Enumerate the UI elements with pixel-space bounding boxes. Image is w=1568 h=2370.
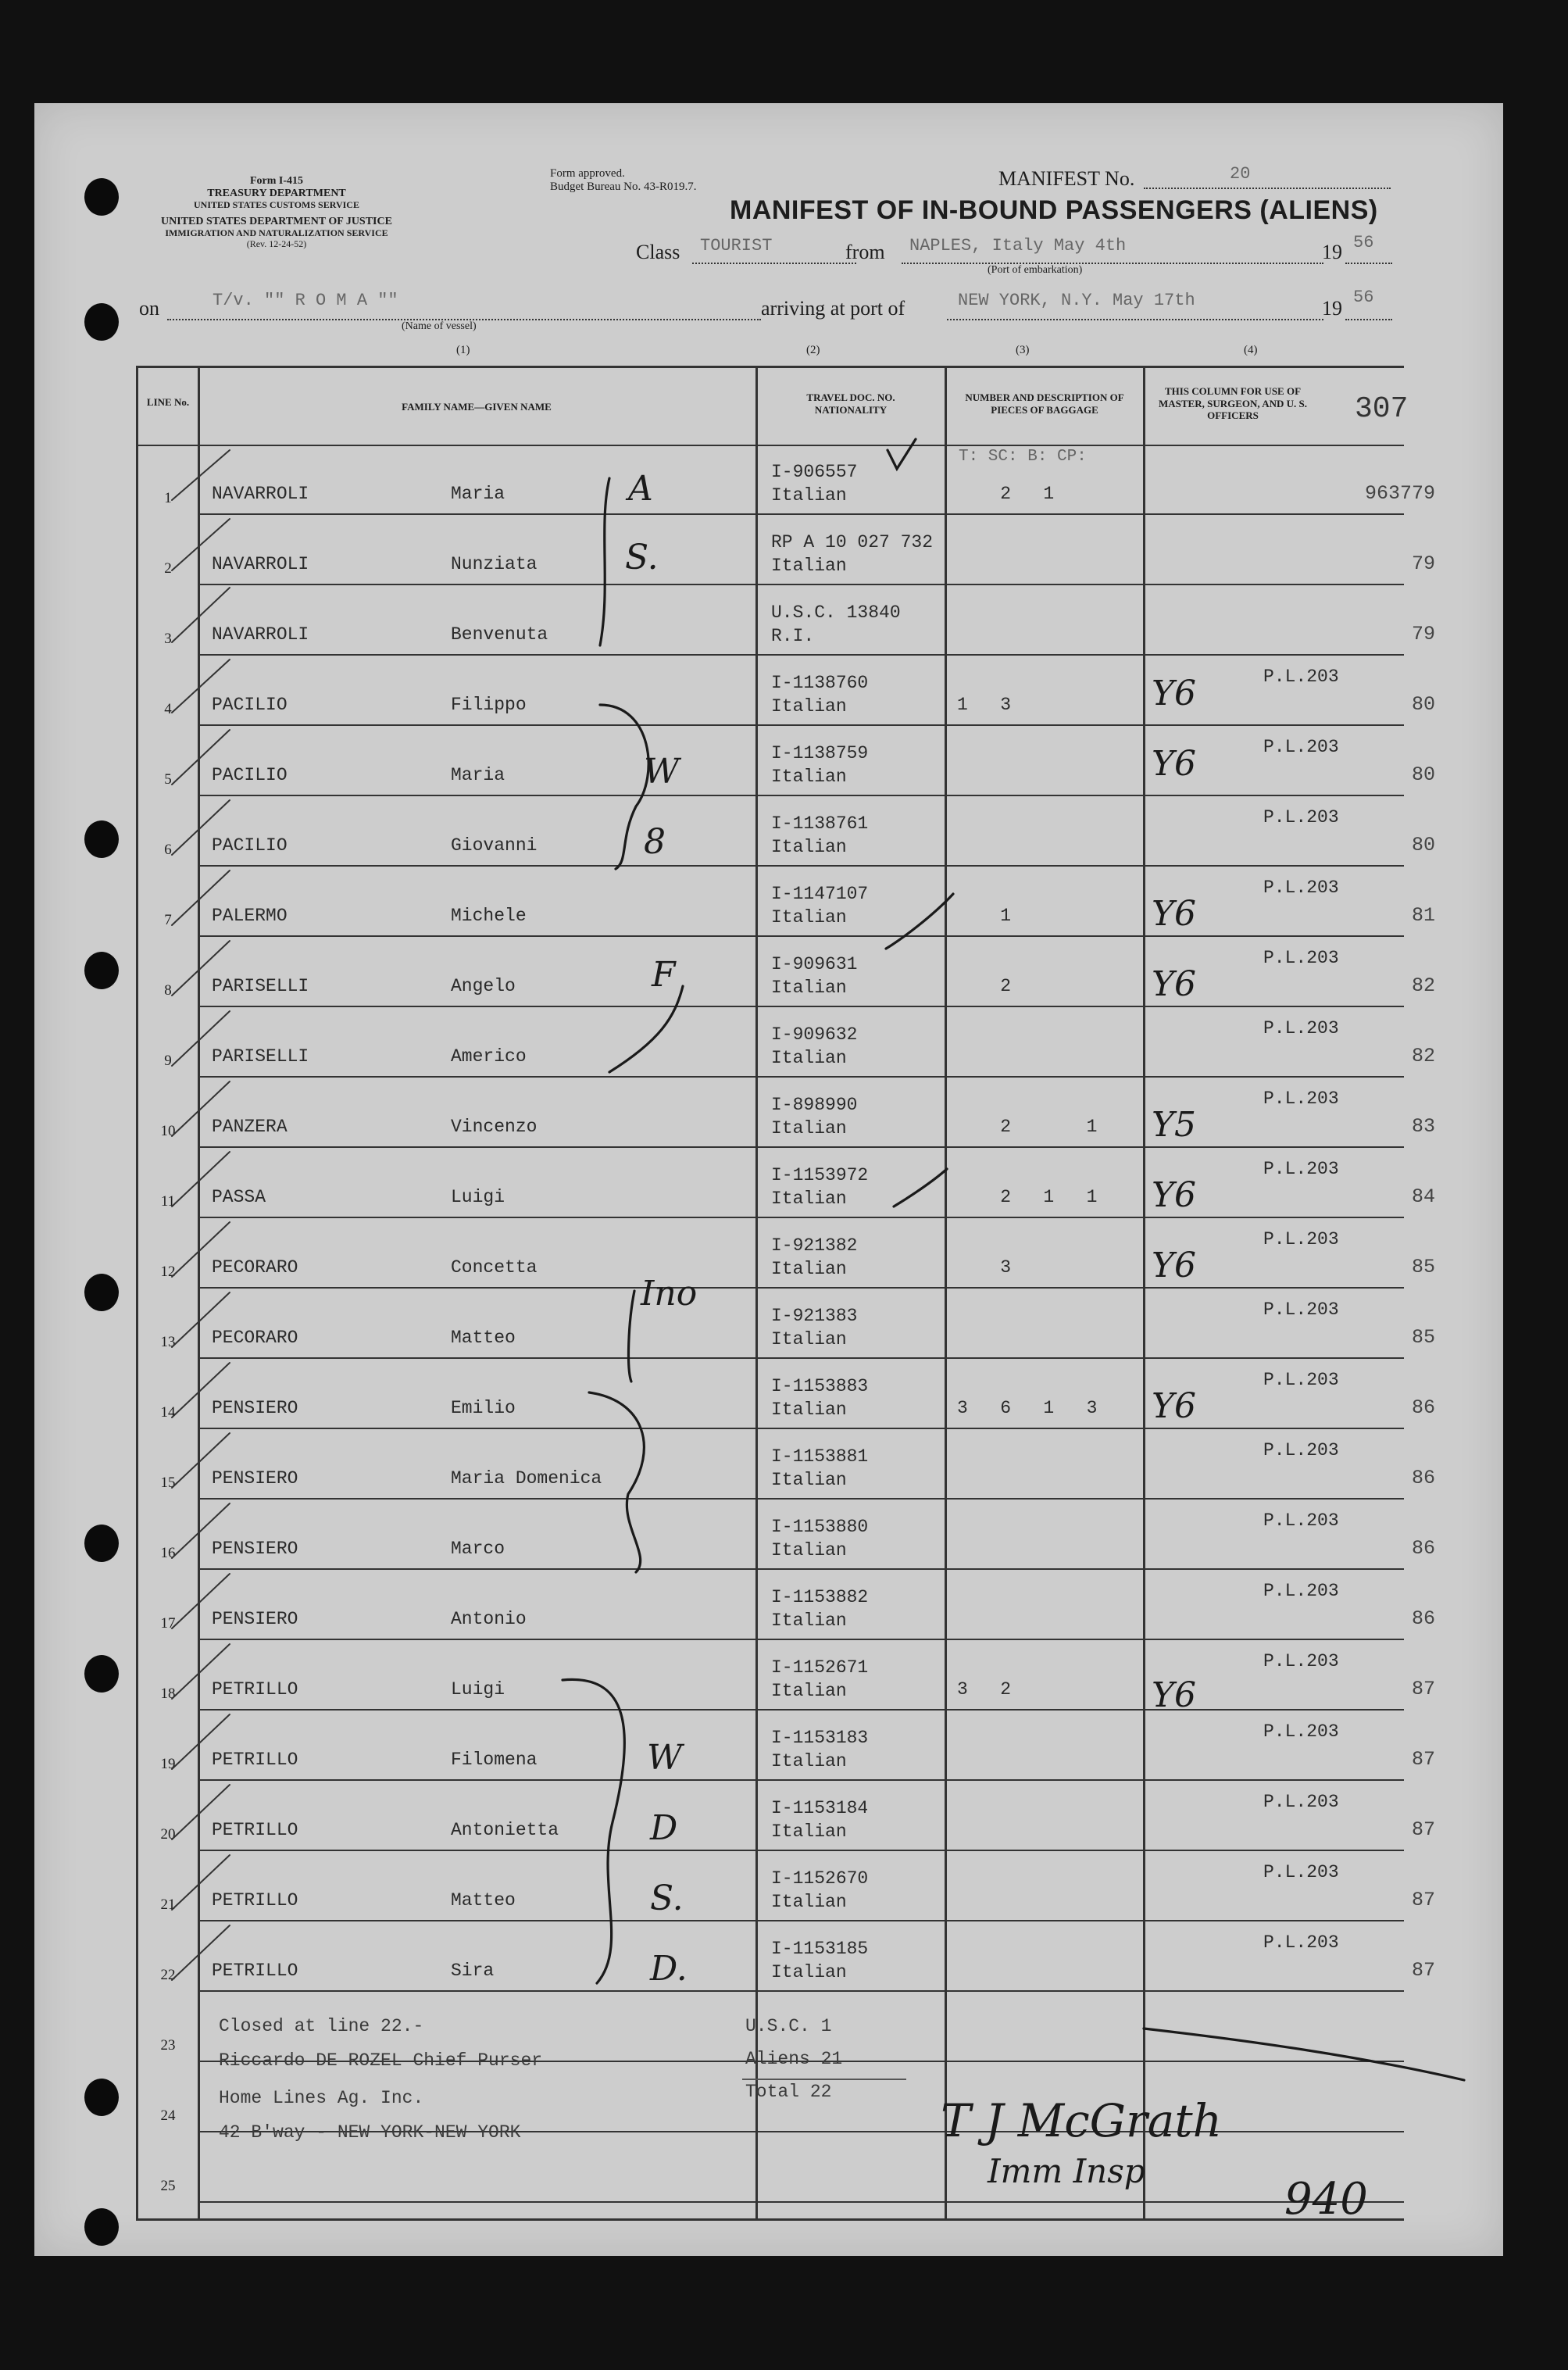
table-row [138, 1148, 1435, 1218]
family-name: PETRILLO [212, 1820, 298, 1840]
hw-mark-y6: Y6 [1152, 674, 1197, 713]
given-name: Americo [451, 1046, 527, 1067]
line-number: 22 [160, 1967, 176, 1983]
table-row [138, 585, 1435, 656]
nationality: Italian [771, 767, 847, 787]
port-embark-caption: (Port of embarkation) [988, 264, 1083, 276]
nationality: Italian [771, 485, 847, 506]
nationality: Italian [771, 978, 847, 998]
hw-mark-d2: D. [650, 1949, 688, 1989]
table-row [138, 1429, 1435, 1500]
line-number: 5 [164, 771, 172, 788]
family-name: PENSIERO [212, 1539, 298, 1559]
nationality: Italian [771, 1189, 847, 1209]
from-value: NAPLES, Italy May 4th [909, 236, 1127, 256]
baggage-header: NUMBER AND DESCRIPTION OF PIECES OF BAGGAGE [965, 391, 1124, 416]
punch-hole [84, 2208, 119, 2246]
record-number: 79 [1411, 552, 1435, 575]
public-law-note: P.L.203 [1263, 1721, 1339, 1742]
line-number: 1 [164, 490, 172, 506]
public-law-note: P.L.203 [1263, 1299, 1339, 1320]
public-law-note: P.L.203 [1263, 1088, 1339, 1109]
closed-note: Closed at line 22.- [219, 2016, 424, 2036]
departure-year: 56 [1353, 233, 1374, 252]
given-name: Vincenzo [451, 1117, 538, 1137]
given-name: Michele [451, 906, 527, 926]
travel-doc-number: U.S.C. 13840 [771, 602, 901, 623]
family-name: PENSIERO [212, 1468, 298, 1489]
record-number: 81 [1411, 904, 1435, 927]
line-number: 18 [160, 1685, 176, 1702]
public-law-note: P.L.203 [1263, 1229, 1339, 1249]
given-name: Luigi [451, 1187, 505, 1207]
line-no-header: LINE No. [146, 396, 190, 408]
address-note: 42 B'way - NEW YORK-NEW YORK [219, 2122, 521, 2143]
travel-doc-number: I-898990 [771, 1095, 858, 1115]
line-number: 25 [160, 2178, 176, 2194]
baggage-count: 2 [957, 976, 1012, 996]
table-row [138, 445, 1435, 515]
public-law-note: P.L.203 [1263, 1651, 1339, 1671]
officers-header: THIS COLUMN FOR USE OF MASTER, SURGEON, AND U. S. OFFICERS [1159, 385, 1307, 422]
passenger-table [136, 366, 1435, 2221]
table-row [138, 1710, 1435, 1781]
travel-doc-number: I-921383 [771, 1306, 858, 1326]
record-number: 87 [1411, 1959, 1435, 1982]
record-number: 80 [1411, 763, 1435, 786]
line-number: 3 [164, 631, 172, 647]
family-name: PENSIERO [212, 1398, 298, 1418]
hw-mark-y6: Y6 [1152, 1246, 1197, 1285]
public-law-note: P.L.203 [1263, 1932, 1339, 1953]
page-stamp: 307 [1355, 392, 1409, 426]
handwritten-number: 940 [1284, 2174, 1368, 2225]
family-name: PARISELLI [212, 976, 309, 996]
hw-mark-s2: S. [650, 1878, 684, 1918]
travel-doc-number: I-1138759 [771, 743, 869, 763]
family-name: PETRILLO [212, 1961, 298, 1981]
class-value: TOURIST [700, 236, 773, 256]
nationality: R.I. [771, 626, 815, 646]
public-law-note: P.L.203 [1263, 737, 1339, 757]
record-number: 87 [1411, 1678, 1435, 1700]
record-number: 86 [1411, 1537, 1435, 1560]
ins-service: IMMIGRATION AND NATURALIZATION SERVICE [165, 227, 388, 239]
given-name: Nunziata [451, 554, 538, 574]
table-row [138, 1078, 1435, 1148]
given-name: Sira [451, 1961, 495, 1981]
line-number: 13 [160, 1334, 176, 1350]
record-number: 85 [1411, 1256, 1435, 1278]
inspector-signature: T J McGrath [941, 2094, 1222, 2147]
family-name: NAVARROLI [212, 554, 309, 574]
travel-doc-number: I-1153880 [771, 1517, 869, 1537]
nationality: Italian [771, 1118, 847, 1139]
family-name: PETRILLO [212, 1679, 298, 1700]
given-name: Antonio [451, 1609, 527, 1629]
line-number: 6 [164, 842, 172, 858]
nationality: Italian [771, 1399, 847, 1420]
public-law-note: P.L.203 [1263, 1440, 1339, 1460]
travel-doc-number: I-906557 [771, 462, 858, 482]
nationality: Italian [771, 1821, 847, 1842]
vessel-caption: (Name of vessel) [402, 320, 477, 332]
given-name: Antonietta [451, 1820, 559, 1840]
given-name: Concetta [451, 1257, 538, 1278]
table-row [138, 726, 1435, 796]
public-law-note: P.L.203 [1263, 1792, 1339, 1812]
public-law-note: P.L.203 [1263, 1370, 1339, 1390]
nationality: Italian [771, 696, 847, 717]
given-name: Giovanni [451, 835, 538, 856]
given-name: Maria [451, 484, 505, 504]
table-row [138, 867, 1435, 937]
table-row [138, 1500, 1435, 1570]
hw-mark-ino: Ino [641, 1274, 698, 1314]
customs-service: UNITED STATES CUSTOMS SERVICE [194, 199, 359, 211]
travel-doc-number: I-1153972 [771, 1165, 869, 1185]
treasury-dept: TREASURY DEPARTMENT [207, 188, 346, 200]
given-name: Marco [451, 1539, 505, 1559]
travel-doc-number: I-1153184 [771, 1798, 869, 1818]
nationality: Italian [771, 1048, 847, 1068]
nationality: Italian [771, 1470, 847, 1490]
punch-hole [84, 952, 119, 989]
given-name: Angelo [451, 976, 516, 996]
hw-mark-8: 8 [644, 822, 666, 862]
given-name: Emilio [451, 1398, 516, 1418]
record-number: 86 [1411, 1396, 1435, 1419]
line-number: 8 [164, 982, 172, 999]
table-row [138, 937, 1435, 1007]
agency-block [144, 175, 409, 250]
line-number: 10 [160, 1123, 176, 1139]
baggage-subheaders: T: SC: B: CP: [959, 448, 1087, 466]
manifest-page [34, 103, 1503, 2256]
total-count: Total 22 [745, 2082, 832, 2102]
record-number: 82 [1411, 974, 1435, 997]
nationality: Italian [771, 907, 847, 928]
record-number: 87 [1411, 1889, 1435, 1911]
class-label: Class [636, 241, 680, 263]
given-name: Filippo [451, 695, 527, 715]
nationality: Italian [771, 1259, 847, 1279]
line-number: 9 [164, 1053, 172, 1069]
line-number: 4 [164, 701, 172, 717]
name-header: FAMILY NAME—GIVEN NAME [402, 401, 552, 413]
table-row [138, 796, 1435, 867]
public-law-note: P.L.203 [1263, 878, 1339, 898]
public-law-note: P.L.203 [1263, 807, 1339, 828]
public-law-note: P.L.203 [1263, 1018, 1339, 1038]
nationality: Italian [771, 1962, 847, 1982]
table-row [138, 1570, 1435, 1640]
nationality: Italian [771, 1681, 847, 1701]
nationality: Italian [771, 837, 847, 857]
line-number: 14 [160, 1404, 176, 1421]
hw-mark-a: A [628, 469, 653, 509]
hw-mark-y6: Y6 [1152, 964, 1197, 1004]
line-number: 24 [160, 2107, 176, 2124]
hw-mark-y6: Y6 [1152, 1175, 1197, 1215]
hw-mark-y6: Y6 [1152, 1675, 1197, 1715]
family-name: PECORARO [212, 1328, 298, 1348]
travel-doc-number: I-921382 [771, 1235, 858, 1256]
column-number-4: (4) [1244, 344, 1258, 356]
manifest-number: 20 [1230, 164, 1251, 184]
table-row [138, 656, 1435, 726]
manifest-no-label: MANIFEST No. [998, 167, 1135, 190]
hw-mark-y6: Y6 [1152, 1386, 1197, 1426]
line-number: 19 [160, 1756, 176, 1772]
punch-hole [84, 303, 119, 341]
nationality: Italian [771, 1892, 847, 1912]
given-name: Maria Domenica [451, 1468, 602, 1489]
travel-doc-number: I-1153883 [771, 1376, 869, 1396]
travel-doc-number: I-1153882 [771, 1587, 869, 1607]
total-usc: U.S.C. 1 [745, 2016, 832, 2036]
punch-hole [84, 820, 119, 858]
arriving-label: arriving at port of [761, 297, 905, 320]
agent-note: Home Lines Ag. Inc. [219, 2088, 424, 2108]
table-row [138, 1781, 1435, 1851]
family-name: PETRILLO [212, 1750, 298, 1770]
arrival-value: NEW YORK, N.Y. May 17th [958, 291, 1195, 310]
record-number: 83 [1411, 1115, 1435, 1138]
punch-hole [84, 1274, 119, 1311]
hw-mark-y6: Y6 [1152, 894, 1197, 934]
manifest-title: MANIFEST OF IN-BOUND PASSENGERS (ALIENS) [730, 195, 1378, 225]
family-name: PENSIERO [212, 1609, 298, 1629]
line-number: 17 [160, 1615, 176, 1632]
table-row [138, 1359, 1435, 1429]
approval-block [550, 167, 696, 195]
family-name: PETRILLO [212, 1890, 298, 1911]
record-number: 82 [1411, 1045, 1435, 1067]
from-label: from [845, 241, 885, 263]
line-number: 12 [160, 1264, 176, 1280]
record-number: 85 [1411, 1326, 1435, 1349]
table-row [138, 1218, 1435, 1289]
travel-doc-number: I-1153185 [771, 1939, 869, 1959]
year-prefix: 19 [1322, 241, 1342, 263]
public-law-note: P.L.203 [1263, 1862, 1339, 1882]
line-number: 20 [160, 1826, 176, 1843]
given-name: Maria [451, 765, 505, 785]
travel-doc-header: TRAVEL DOC. NO. NATIONALITY [806, 391, 895, 416]
form-number: Form I-415 [249, 175, 304, 187]
record-number: 80 [1411, 693, 1435, 716]
line-number: 7 [164, 912, 172, 928]
public-law-note: P.L.203 [1263, 1581, 1339, 1601]
form-approved: Form approved. [550, 167, 625, 180]
table-row [138, 1289, 1435, 1359]
travel-doc-number: I-1153881 [771, 1446, 869, 1467]
punch-hole [84, 1655, 119, 1693]
family-name: PARISELLI [212, 1046, 309, 1067]
travel-doc-number: I-1153183 [771, 1728, 869, 1748]
line-number: 23 [160, 2037, 176, 2054]
family-name: PACILIO [212, 765, 288, 785]
nationality: Italian [771, 1751, 847, 1771]
nationality: Italian [771, 1610, 847, 1631]
record-number: 79 [1411, 623, 1435, 645]
record-number: 80 [1411, 834, 1435, 856]
hw-mark-w: W [644, 752, 680, 792]
total-aliens: Aliens 21 [745, 2049, 843, 2069]
travel-doc-number: I-909632 [771, 1024, 858, 1045]
family-name: NAVARROLI [212, 624, 309, 645]
baggage-count: 3 2 [957, 1679, 1012, 1700]
travel-doc-number: I-1138761 [771, 813, 869, 834]
record-number: 87 [1411, 1748, 1435, 1771]
record-number: 87 [1411, 1818, 1435, 1841]
public-law-note: P.L.203 [1263, 1510, 1339, 1531]
baggage-count: 2 1 [957, 484, 1055, 504]
hw-mark-y6: Y6 [1152, 744, 1197, 784]
public-law-note: P.L.203 [1263, 667, 1339, 687]
travel-doc-number: RP A 10 027 732 [771, 532, 934, 552]
record-number: 963779 [1364, 482, 1435, 505]
family-name: NAVARROLI [212, 484, 309, 504]
line-number: 11 [160, 1193, 176, 1210]
arrival-year: 56 [1353, 288, 1374, 307]
record-number: 86 [1411, 1607, 1435, 1630]
line-number: 15 [160, 1475, 176, 1491]
year-prefix-2: 19 [1322, 297, 1342, 320]
family-name: PASSA [212, 1187, 266, 1207]
family-name: PACILIO [212, 695, 288, 715]
public-law-note: P.L.203 [1263, 1159, 1339, 1179]
travel-doc-number: I-1152670 [771, 1868, 869, 1889]
given-name: Luigi [451, 1679, 505, 1700]
baggage-count: 1 3 [957, 695, 1012, 715]
travel-doc-number: I-1152671 [771, 1657, 869, 1678]
record-number: 84 [1411, 1185, 1435, 1208]
baggage-count: 2 1 [957, 1117, 1098, 1137]
line-number: 16 [160, 1545, 176, 1561]
table-row [138, 515, 1435, 585]
column-number-2: (2) [806, 344, 820, 356]
column-number-1: (1) [456, 344, 470, 356]
inspector-title: Imm Insp [988, 2152, 1145, 2190]
vessel-name: T/v. "" R O M A "" [213, 291, 398, 310]
on-label: on [139, 297, 159, 320]
hw-mark-f: F [652, 955, 676, 995]
family-name: PANZERA [212, 1117, 288, 1137]
nationality: Italian [771, 556, 847, 576]
punch-hole [84, 1525, 119, 1562]
baggage-count: 1 [957, 906, 1012, 926]
family-name: PALERMO [212, 906, 288, 926]
family-name: PECORARO [212, 1257, 298, 1278]
travel-doc-number: I-1147107 [771, 884, 869, 904]
line-number: 21 [160, 1896, 176, 1913]
given-name: Filomena [451, 1750, 538, 1770]
budget-bureau: Budget Bureau No. 43-R019.7. [550, 181, 697, 194]
table-row [138, 1921, 1435, 1992]
table-row [138, 1007, 1435, 1078]
column-number-3: (3) [1016, 344, 1030, 356]
baggage-count: 3 6 1 3 [957, 1398, 1098, 1418]
line-number: 2 [164, 560, 172, 577]
baggage-count: 2 1 1 [957, 1187, 1098, 1207]
purser-note: Riccardo DE ROZEL Chief Purser [219, 2050, 543, 2071]
punch-hole [84, 2079, 119, 2116]
public-law-note: P.L.203 [1263, 948, 1339, 968]
travel-doc-number: I-909631 [771, 954, 858, 974]
given-name: Benvenuta [451, 624, 548, 645]
nationality: Italian [771, 1540, 847, 1560]
given-name: Matteo [451, 1890, 516, 1911]
nationality: Italian [771, 1329, 847, 1349]
baggage-count: 3 [957, 1257, 1012, 1278]
hw-mark-s: S. [625, 538, 659, 577]
table-row [138, 1851, 1435, 1921]
record-number: 86 [1411, 1467, 1435, 1489]
travel-doc-number: I-1138760 [771, 673, 869, 693]
punch-hole [84, 178, 119, 216]
given-name: Matteo [451, 1328, 516, 1348]
revision-date: (Rev. 12-24-52) [246, 238, 307, 249]
family-name: PACILIO [212, 835, 288, 856]
hw-mark-d: D [650, 1808, 678, 1848]
hw-mark-y5: Y5 [1152, 1105, 1197, 1145]
hw-mark-w2: W [647, 1738, 683, 1778]
table-row [138, 1640, 1435, 1710]
justice-dept: UNITED STATES DEPARTMENT OF JUSTICE [161, 215, 392, 227]
